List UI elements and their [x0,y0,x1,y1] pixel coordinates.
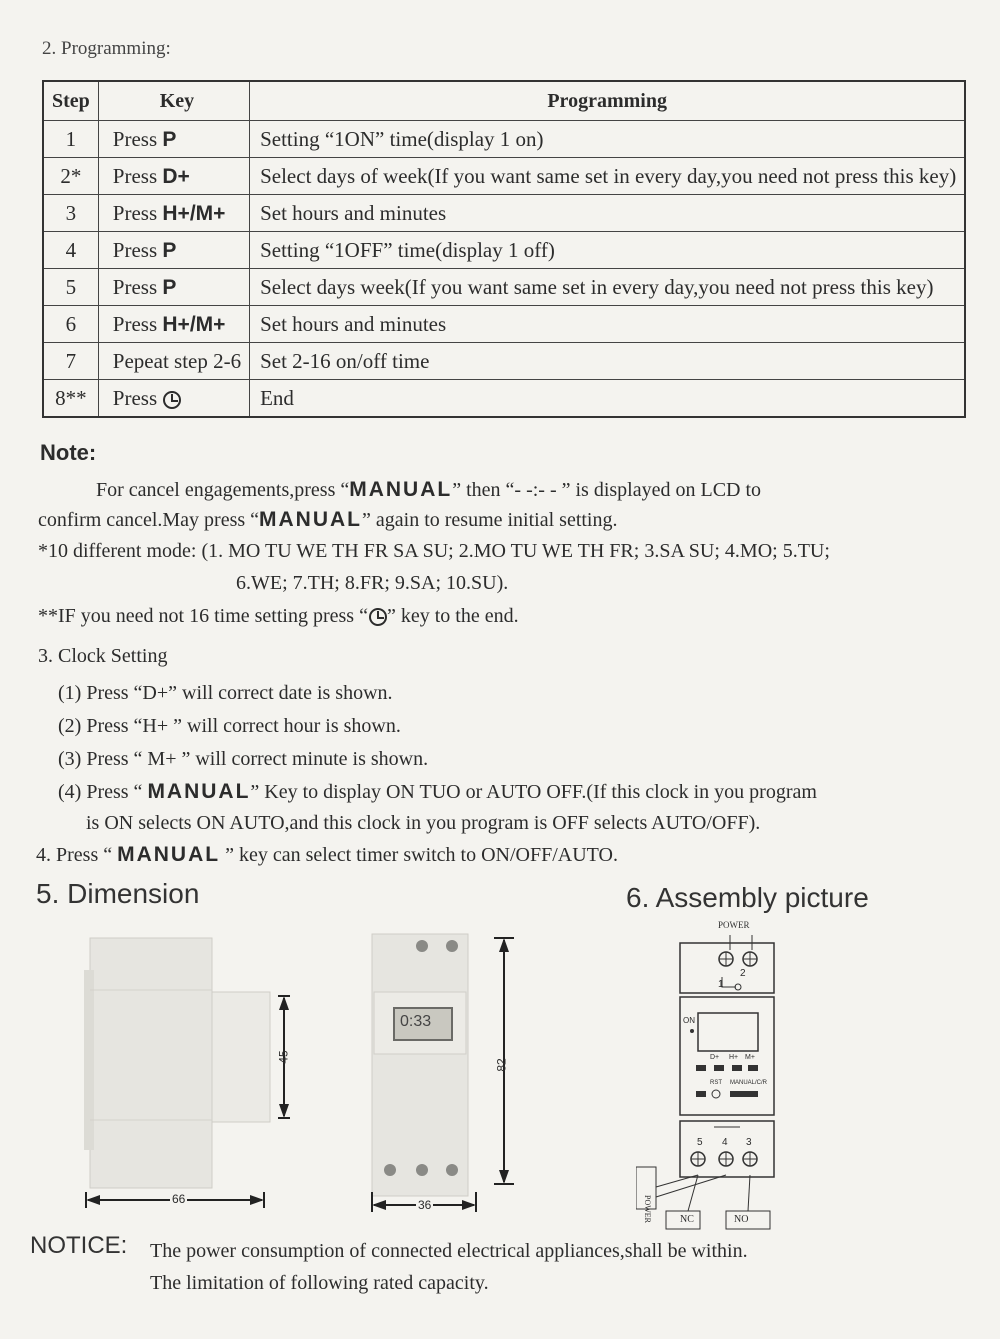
prog-cell: Setting “1ON” time(display 1 on) [250,121,966,158]
prog-cell: Set hours and minutes [250,195,966,232]
note-text: ” then “- -:- - ” is displayed on LCD to [452,479,762,501]
dim-66-label: 66 [172,1192,186,1206]
clock-item-4 [58,780,817,804]
table-row [43,232,965,269]
key-label: P [162,127,177,151]
table-row [43,158,965,195]
step-cell: 1 [43,121,98,158]
clock-icon [163,391,181,409]
note-title: Note: [40,440,97,465]
section-title-programming: 2. Programming: [42,38,171,59]
key-prefix: Press [112,163,158,188]
table-row [43,269,965,306]
key-prefix: Press [112,237,158,262]
section-title-dimension: 5. Dimension [36,878,200,909]
header-key: Key [98,81,249,121]
note-text: For cancel engagements,press “ [96,479,350,501]
dim-82-label: 82 [494,1058,509,1072]
table-row [43,195,965,232]
side-view-drawing [80,930,300,1220]
clock-item-1: (1) Press “D+” will correct date is shown. [58,682,393,704]
key-label: D+ [162,164,190,188]
table-row [43,121,965,158]
clock-item-3: (3) Press “ M+ ” will correct minute is shown. [58,748,429,770]
lcd-display: 0:33 [400,1013,432,1030]
clock-item-text: ” Key to display ON TUO or AUTO OFF.(If this clock in you program [250,781,817,803]
manual-key-label: MANUAL [349,478,453,501]
note-if-line [38,605,519,628]
step-cell: 3 [43,195,98,232]
step-cell: 4 [43,232,98,269]
key-prefix: Press [112,274,158,299]
programming-table [42,80,966,418]
note-cancel-line2 [38,508,618,532]
section-title-assembly: 6. Assembly picture [626,882,869,913]
key-cell [98,380,249,418]
key-label: P [162,275,177,299]
table-header-row [43,81,965,121]
clock-item-4-cont: is ON selects ON AUTO,and this clock in you program is OFF selects AUTO/OFF). [86,812,761,834]
key-cell [98,158,249,195]
key-prefix: Press [112,385,158,410]
key-label: H+/M+ [162,312,226,336]
key-label: P [162,238,177,262]
assembly-mplus-label: M+ [745,1054,755,1061]
assembly-power-side-label: POWER [643,1195,652,1223]
step-cell: 7 [43,343,98,380]
manual-key-label: MANUAL [259,508,362,531]
section-4-text: 4. Press “ [36,844,118,866]
key-cell [98,195,249,232]
assembly-terminal-4: 4 [722,1137,728,1148]
key-cell [98,343,249,380]
prog-cell: Select days of week(If you want same set in every day,you need not press this key) [250,158,966,195]
key-cell [98,121,249,158]
assembly-terminal-2: 2 [740,968,746,979]
key-cell [98,269,249,306]
table-row [43,380,965,418]
assembly-nc-label: NC [680,1214,694,1225]
step-cell: 6 [43,306,98,343]
dim-45-label: 45 [276,1050,291,1064]
note-cancel-line1 [96,478,761,502]
key-prefix: Press [112,200,158,225]
assembly-on-label: ON [683,1016,695,1025]
prog-cell: Set 2-16 on/off time [250,343,966,380]
assembly-dplus-label: D+ [710,1054,720,1061]
key-label: H+/M+ [162,201,226,225]
note-text: confirm cancel.May press “ [38,509,260,531]
clock-icon [369,608,387,626]
assembly-no-label: NO [734,1214,749,1225]
step-cell: 5 [43,269,98,306]
step-cell: 2* [43,158,98,195]
note-mode-line1: *10 different mode: (1. MO TU WE TH FR SA SU; 2.MO TU WE TH FR; 3.SA SU; 4.MO; 5.TU; [38,540,830,562]
assembly-terminal-3: 3 [746,1137,752,1148]
key-prefix: Press [112,126,158,151]
assembly-terminal-1: 1 [718,979,724,990]
section-4-line [36,843,618,867]
table-row [43,343,965,380]
manual-key-label: MANUAL [117,843,221,866]
clock-item-2: (2) Press “H+ ” will correct hour is shown. [58,715,401,737]
assembly-terminal-5: 5 [697,1137,703,1148]
prog-cell: Setting “1OFF” time(display 1 off) [250,232,966,269]
prog-cell: Set hours and minutes [250,306,966,343]
notice-line1: The power consumption of connected electrical appliances,shall be within. [150,1240,748,1262]
note-text: ” key to the end. [386,605,519,627]
section-title-clock-setting: 3. Clock Setting [38,645,168,667]
assembly-rst-label: RST [710,1080,722,1086]
dim-36-label: 36 [418,1198,432,1212]
note-mode-line2: 6.WE; 7.TH; 8.FR; 9.SA; 10.SU). [236,572,509,594]
clock-item-text: (4) Press “ [58,781,148,803]
assembly-power-label: POWER [718,920,750,930]
assembly-manual-label: MANUAL/C/R [730,1080,768,1086]
note-text: **IF you need not 16 time setting press “ [38,605,368,627]
front-view-drawing [360,930,530,1220]
key-cell [98,232,249,269]
assembly-hplus-label: H+ [729,1054,739,1061]
header-programming: Programming [250,81,966,121]
section-4-text: ” key can select timer switch to ON/OFF/AUTO. [220,844,618,866]
table-row [43,306,965,343]
key-cell [98,306,249,343]
step-cell: 8** [43,380,98,418]
note-text: ” again to resume initial setting. [362,509,618,531]
prog-cell: Select days week(If you want same set in every day,you need not press this key) [250,269,966,306]
notice-label: NOTICE: [30,1232,128,1259]
key-prefix: Press [112,311,158,336]
key-prefix: Pepeat step 2-6 [112,348,242,373]
prog-cell: End [250,380,966,418]
header-step: Step [43,81,98,121]
notice-line2: The limitation of following rated capacity. [150,1272,489,1294]
manual-key-label: MANUAL [147,780,251,803]
